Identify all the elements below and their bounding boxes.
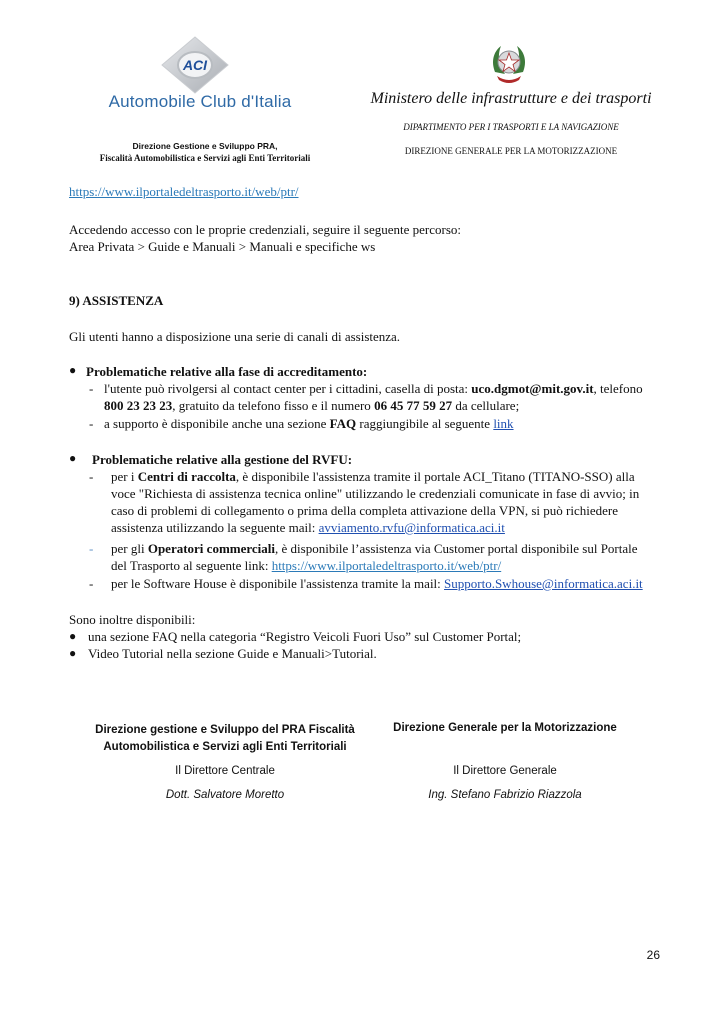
aci-org-name: Automobile Club d'Italia [108,92,292,111]
operatori-link-text: del Trasporto al seguente link: [111,558,272,573]
rvfu-item-centri [111,468,656,536]
operatori-line2 [111,557,656,574]
toll-free-phone: 800 23 23 23 [104,398,173,413]
access-text: Accedendo accesso con le proprie credenziali, seguire il seguente percorso: [69,222,461,237]
accreditamento-item-phones [104,397,664,414]
centri-line1 [111,468,656,485]
signature-left-title [80,722,370,756]
rvfu-heading: Problematiche relative alla gestione del RVFU: [92,452,353,467]
also-item-faq: una sezione FAQ nella categoria “Registro Veicoli Fuori Uso” sul Customer Portal; [88,629,522,644]
signature-left-role: Il Direttore Centrale [175,765,275,777]
accreditamento-item-contact [104,380,664,397]
bullet-icon: ● [69,629,77,643]
contact-email: uco.dgmot@mit.gov.it [471,381,594,396]
faq-label: FAQ [329,416,357,431]
bullet-icon: ● [69,646,77,660]
ministry-direction: DIREZIONE GENERALE PER LA MOTORIZZAZIONE [404,146,618,156]
section-title: 9) ASSISTENZA [69,293,164,308]
operatori-text: per gli [111,541,148,556]
swhouse-text: per le Software House è disponibile l'assistenza tramite la mail: [111,576,445,591]
operatori-line1 [111,540,656,557]
centri-text-rest: , è disponibile l'assistenza tramite il portale ACI_Titano (TITANO-SSO) alla [235,469,635,484]
centri-line3: caso di problemi di collegamento o prima della completa attivazione della VPN, si può richiedere [111,503,618,518]
signature-right-role: Il Direttore Generale [453,765,557,777]
mobile-phone: 06 45 77 59 27 [374,398,453,413]
centri-line4 [111,519,656,536]
contact-text: l'utente può rivolgersi al contact center per i cittadini, casella di posta: [104,381,472,396]
centri-line2: voce "Richiesta di assistenza tecnica online" utilizzando le credenziali comunicate in fase di avvio; in [111,486,640,501]
page-number: 26 [646,948,660,962]
ministry-name: Ministero delle infrastrutture e dei trasporti [370,90,652,107]
operatori-text-rest: , è disponibile l’assistenza via Customer portal disponibile sul Portale [275,541,638,556]
dash-icon: - [89,469,94,484]
dash-icon: - [89,416,94,431]
dash-icon: - [89,381,94,396]
path-text: Area Privata > Guide e Manuali > Manuali e specifiche ws [69,239,376,254]
aci-dept-line2: Fiscalità Automobilistica e Servizi agli Enti Territoriali [99,153,311,163]
dash-icon: - [89,576,94,591]
rvfu-item-operatori [111,540,656,574]
phone-text: , gratuito da telefono fisso e il numero [172,398,375,413]
centri-text: per i [111,469,138,484]
portal-link[interactable]: https://www.ilportaledeltrasporto.it/web/ptr/ [69,184,299,199]
swhouse-email-link[interactable]: Supporto.Swhouse@informatica.aci.it [444,576,643,591]
section-intro: Gli utenti hanno a disposizione una serie di canali di assistenza. [69,329,401,344]
svg-text:ACI: ACI [182,57,208,73]
centri-label: Centri di raccolta [137,469,236,484]
phone-text-end: da cellulare; [452,398,520,413]
operatori-label: Operatori commerciali [147,541,276,556]
aci-logo-icon [160,35,230,95]
centri-mail-text: assistenza utilizzando la seguente mail: [111,520,319,535]
ministry-department: DIPARTIMENTO PER I TRASPORTI E LA NAVIGAZIONE [403,122,619,132]
aci-dept-line1: Direzione Gestione e Sviluppo PRA, [132,141,278,151]
dash-icon: - [89,541,94,556]
contact-text-phone: , telefono [593,381,643,396]
signature-left-title-line2: Automobilistica e Servizi agli Enti Territoriali [103,741,347,753]
faq-link[interactable]: link [493,416,514,431]
italian-emblem-icon [487,42,531,86]
accreditamento-item-faq [104,415,664,432]
accreditamento-heading: Problematiche relative alla fase di accreditamento: [86,364,368,379]
signature-left-name: Dott. Salvatore Moretto [165,789,285,801]
signature-right-title: Direzione Generale per la Motorizzazione [393,722,617,734]
signature-left-title-line1: Direzione gestione e Sviluppo del PRA Fiscalità [95,724,355,736]
also-item-tutorial: Video Tutorial nella sezione Guide e Manuali>Tutorial. [88,646,377,661]
also-intro: Sono inoltre disponibili: [69,612,196,627]
signature-right-name: Ing. Stefano Fabrizio Riazzola [428,789,582,801]
faq-text: a supporto è disponibile anche una sezione [104,416,330,431]
faq-text-rest: raggiungibile al seguente [356,416,494,431]
avviamento-email-link[interactable]: avviamento.rvfu@informatica.aci.it [318,520,505,535]
bullet-icon: ● [69,363,77,377]
rvfu-item-swhouse [111,575,671,592]
operatori-portal-link[interactable]: https://www.ilportaledeltrasporto.it/web/ptr/ [271,558,502,573]
bullet-icon: ● [69,451,77,465]
